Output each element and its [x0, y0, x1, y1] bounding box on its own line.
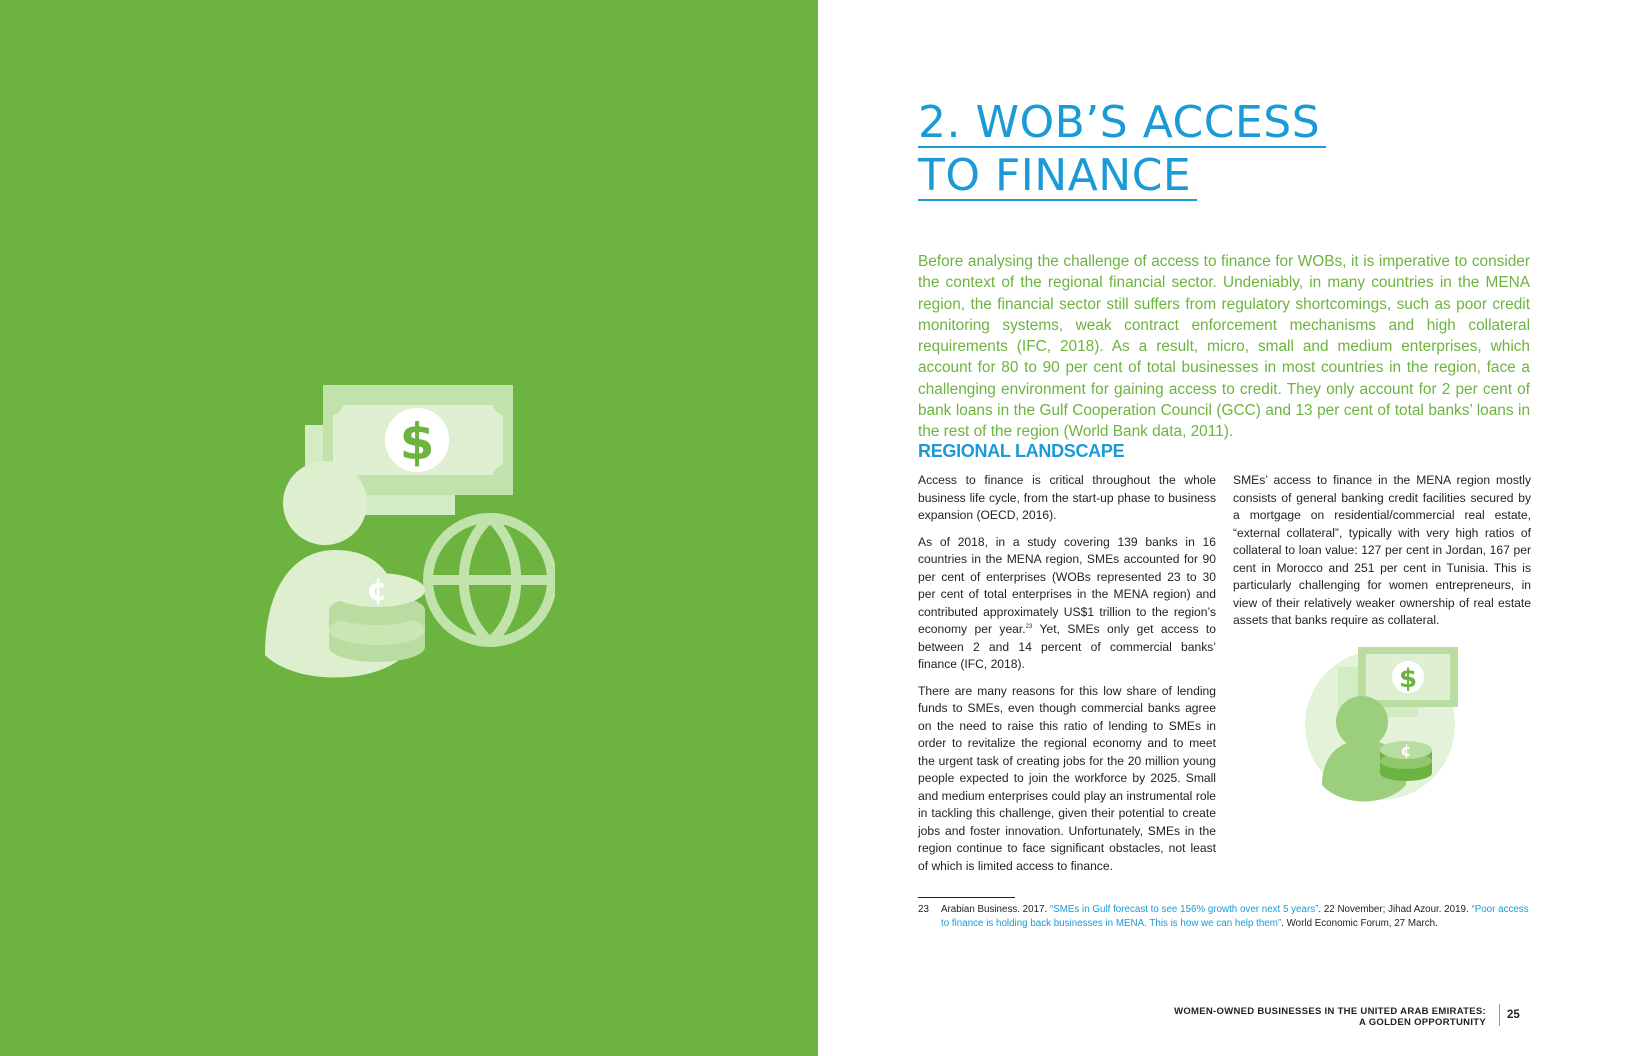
footnote-text	[941, 903, 1538, 931]
footnote-text-1: Arabian Business. 2017.	[941, 904, 1050, 915]
left-paragraph-3: There are many reasons for this low share of lending funds to SMEs, even though commercial banks agree on the need to raise this ratio of lending to SMEs in order to revitalize the regional economy and to meet the urgent task of creating jobs for the 20 million young people expected to join the workforce by 2025. Small and medium enterprises could play an instrumental role in tackling this challenge, given their potential to create jobs and foster innovation. Unfortunately, SMEs in the region continue to face significant obstacles, not least of which is limited access to finance.	[918, 683, 1216, 873]
dollar-symbol: $	[399, 413, 435, 471]
right-column	[1233, 472, 1531, 639]
footnote-ref: 23	[1025, 623, 1033, 630]
footer-divider	[1499, 1004, 1500, 1026]
footnote-link-2[interactable]: “Poor access to finance is holding back businesses in MENA. This is how we can help them”	[941, 904, 1529, 929]
dollar-symbol: $	[1398, 664, 1418, 694]
footnote-rule	[918, 897, 1015, 898]
left-paragraph-2-tail: Yet, SMEs only get access to between 2 and 14 percent of commercial banks’ finance (IFC, 2018).	[918, 622, 1216, 671]
footnote-link-1[interactable]: “SMEs in Gulf forecast to see 156% growth over next 5 years”	[1049, 904, 1319, 915]
footnote-number: 23	[918, 904, 929, 915]
running-footer	[1174, 1006, 1486, 1028]
cent-symbol: ¢	[366, 573, 388, 608]
content-page	[818, 0, 1632, 1056]
running-footer-line-1: WOMEN-OWNED BUSINESSES IN THE UNITED ARAB EMIRATES:	[1174, 1006, 1486, 1017]
title-line-2: TO FINANCE	[918, 153, 1197, 201]
left-paragraph-1: Access to finance is critical throughout the whole business life cycle, from the start-up phase to business expansion (OECD, 2016).	[918, 473, 1216, 522]
footnote-text-3: . World Economic Forum, 27 March.	[1281, 918, 1438, 929]
left-column	[918, 472, 1216, 884]
left-paragraph-2-text: As of 2018, in a study covering 139 banks in 16 countries in the MENA region, SMEs accounted for 90 per cent of enterprises (WOBs represented 23 to 30 per cent of total enterprises in the MENA region) and contributed approximately US$1 trillion to the region’s economy per year.	[918, 534, 1216, 636]
title-line-1: 2. WOB’S ACCESS	[918, 100, 1326, 148]
globe-icon	[428, 518, 552, 642]
page-title	[918, 96, 1326, 202]
page-number: 25	[1507, 1009, 1520, 1021]
footnote-text-2: . 22 November; Jihad Azour. 2019.	[1318, 904, 1472, 915]
section-heading: REGIONAL LANDSCAPE	[918, 441, 1125, 461]
cent-symbol: ¢	[1400, 741, 1412, 760]
right-paragraph-1: SMEs’ access to finance in the MENA region mostly consists of general banking credit facilities secured by a mortgage on residential/commercial real estate, “external collateral”, typically with very high ratios of collateral to loan value: 127 per cent in Jordan, 167 per cent in Morocco and 251 per cent in Tunisia. This is particularly challenging for women entrepreneurs, in view of their relatively weaker ownership of real estate assets that banks require as collateral.	[1233, 473, 1531, 627]
left-paragraph-2	[918, 534, 1216, 674]
finance-illustration	[265, 385, 555, 685]
intro-paragraph: Before analysing the challenge of access to finance for WOBs, it is imperative to consider the context of the regional financial sector. Undeniably, in many countries in the MENA region, the financial sector still suffers from regulatory shortcomings, such as poor credit monitoring systems, weak contract enforcement mechanisms and high collateral requirements (IFC, 2018). As a result, micro, small and medium enterprises, which account for 80 to 90 per cent of total businesses in most countries in the region, face a challenging environment for gaining access to credit. They only account for 2 per cent of bank loans in the Gulf Cooperation Council (GCC) and 13 per cent of total banks’ loans in the rest of the region (World Bank data, 2011).	[918, 253, 1530, 441]
side-finance-illustration	[1300, 645, 1468, 805]
footnote	[918, 903, 1538, 931]
running-footer-line-2: A GOLDEN OPPORTUNITY	[1358, 1017, 1486, 1028]
